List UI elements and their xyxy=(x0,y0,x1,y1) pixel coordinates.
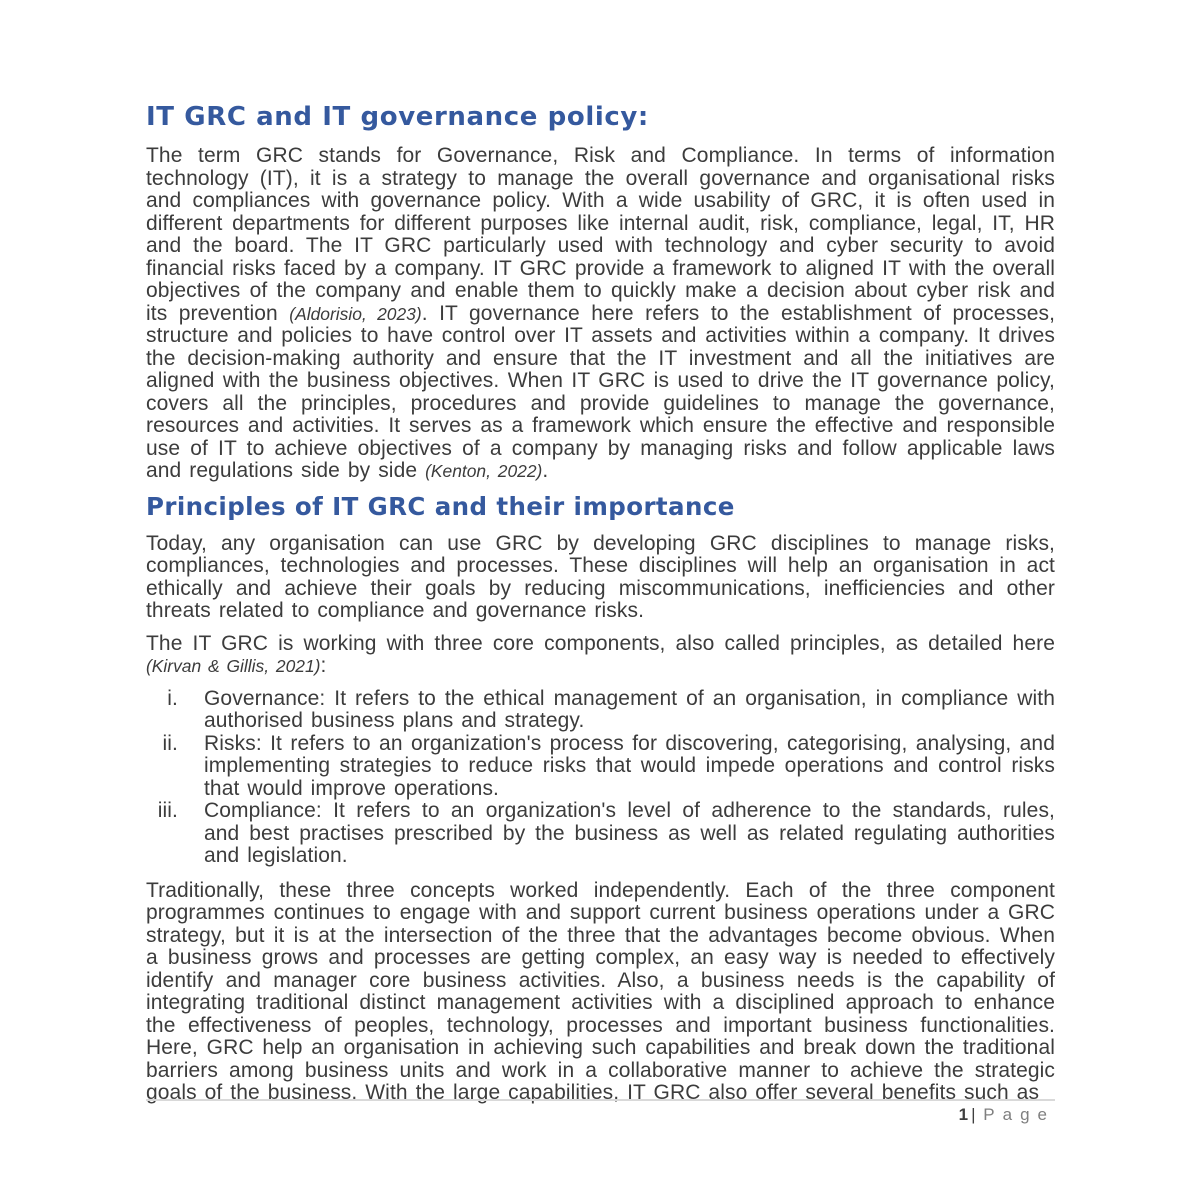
paragraph-grc-overview xyxy=(146,145,1055,483)
paragraph-text: : xyxy=(320,654,327,677)
citation-kenton: (Kenton, 2022) xyxy=(425,461,543,481)
document-content xyxy=(146,102,1055,1115)
citation-kirvan-gillis: (Kirvan & Gillis, 2021) xyxy=(146,656,321,676)
paragraph-grc-disciplines: Today, any organisation can use GRC by developing GRC disciplines to manage risks, compliances, technologies and processes. These disciplines will help an organisation in act ethically and achieve their goals by reducing miscommunications, inefficiencies and other threats related to compliance and governance risks. xyxy=(146,531,1055,622)
principles-list xyxy=(146,688,1055,868)
heading-it-grc-governance-policy: IT GRC and IT governance policy: xyxy=(146,102,649,132)
paragraph-text: The term GRC stands for Governance, Risk and Compliance. In terms of information technology (IT), it is a strategy to manage the overall governance and organisational risks and compliances with governance policy. With a wide usability of GRC, it is often used in different departments for different purposes like internal audit, risk, compliance, legal, IT, HR and the board. The IT GRC particularly used with technology and cyber security to avoid financial risks faced by a company. IT GRC provide a framework to aligned IT with the overall objectives of the company and enable them to quickly make a decision about cyber risk and its prevention xyxy=(146,144,1055,325)
paragraph-core-components xyxy=(146,633,1055,678)
page-footer xyxy=(146,1099,1055,1125)
heading-principles-importance: Principles of IT GRC and their importance xyxy=(146,491,735,521)
list-item-text: Risks: It refers to an organization's process for discovering, categorising, analysing, and implementing strategies to reduce risks that would impede operations and control risks that would improve operations. xyxy=(204,731,1055,800)
list-item-number: iii. xyxy=(157,799,178,822)
footer-page-label: Page xyxy=(983,1105,1055,1124)
paragraph-text: . xyxy=(542,459,549,482)
list-item-text: Governance: It refers to the ethical management of an organisation, in compliance with authorised business plans and strategy. xyxy=(204,686,1055,732)
paragraph-traditionally: Traditionally, these three concepts worked independently. Each of the three component programmes continues to engage with and support current business operations under a GRC strategy, but it is at the intersection of the three that the advantages become obvious. When a business grows and processes are getting complex, an easy way is needed to effectively identify and manager core business activities. Also, a business needs is the capability of integrating traditional distinct management activities with a disciplined approach to enhance the effectiveness of peoples, technology, processes and important business functionalities. Here, GRC help an organisation in achieving such capabilities and break down the traditional barriers among business units and work in a collaborative manner to achieve the strategic goals of the business. With the large capabilities, IT GRC also offer several benefits such as xyxy=(146,878,1055,1104)
list-item-risks xyxy=(146,733,1055,801)
list-item-number: i. xyxy=(167,686,178,710)
list-item-text: Compliance: It refers to an organization's level of adherence to the standards, rules, and best practises prescribed by the business as well as related regulating authorities and legislation. xyxy=(204,799,1055,867)
footer-separator: | xyxy=(971,1105,979,1124)
paragraph-text: . IT governance here refers to the establishment of processes, structure and policies to have control over IT assets and activities within a company. It drives the decision-making authority and ensure that the IT investment and all the initiatives are aligned with the business objectives. When IT GRC is used to drive the IT governance policy, covers all the principles, procedures and provide guidelines to manage the governance, resources and activities. It serves as a framework which ensure the effective and responsible use of IT to achieve objectives of a company by managing risks and follow applicable laws and regulations side by side xyxy=(146,301,1056,482)
paragraph-text: The IT GRC is working with three core components, also called principles, as detailed here xyxy=(146,631,1055,655)
citation-aldorisio: (Aldorisio, 2023) xyxy=(289,303,422,324)
page-number: 1 xyxy=(958,1105,972,1124)
list-item-governance xyxy=(146,688,1055,733)
list-item-number: ii. xyxy=(162,731,178,755)
list-item-compliance xyxy=(146,800,1055,868)
